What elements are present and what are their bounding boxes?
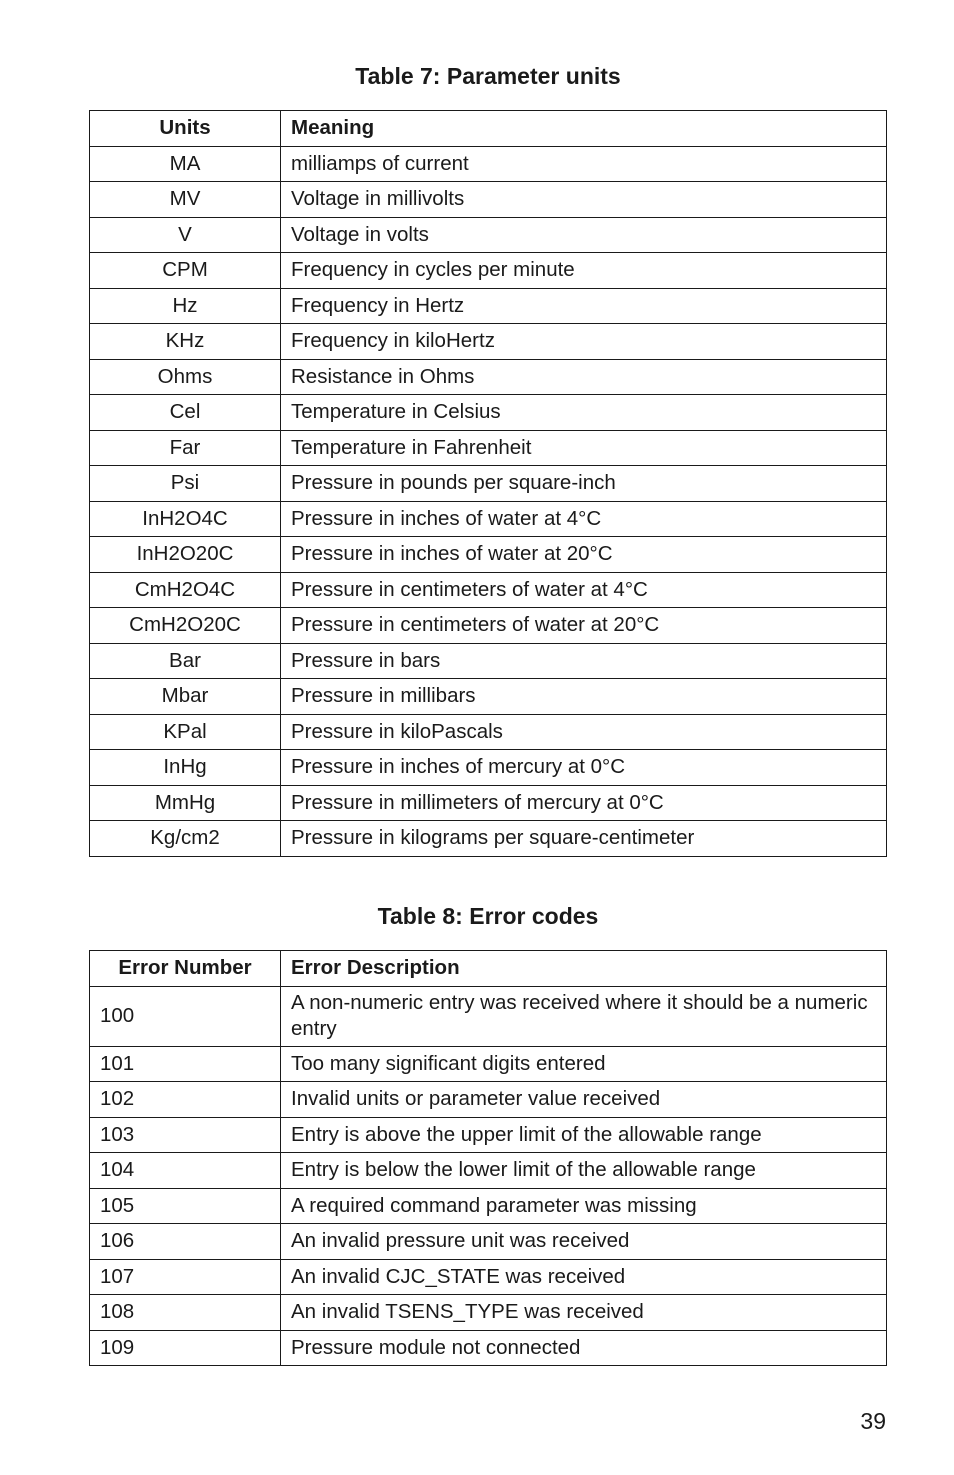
cell-code: KPal — [90, 714, 281, 750]
table-row — [90, 1117, 887, 1153]
table-row — [90, 572, 887, 608]
table-row — [90, 1188, 887, 1224]
column-header-units: Units — [90, 111, 281, 147]
parameter-units-table — [89, 110, 887, 857]
cell-code: MmHg — [90, 785, 281, 821]
cell-description: Pressure in centimeters of water at 20°C — [281, 608, 887, 644]
cell-description: Pressure in inches of mercury at 0°C — [281, 750, 887, 786]
cell-description: Pressure in kiloPascals — [281, 714, 887, 750]
cell-code: InH2O20C — [90, 537, 281, 573]
cell-description: Too many significant digits entered — [281, 1046, 887, 1082]
cell-description: Pressure in inches of water at 4°C — [281, 501, 887, 537]
cell-description: Temperature in Celsius — [281, 395, 887, 431]
table-row — [90, 986, 887, 1046]
table-row — [90, 643, 887, 679]
cell-code: 106 — [90, 1224, 281, 1260]
column-header-error-number: Error Number — [90, 951, 281, 987]
cell-code: Ohms — [90, 359, 281, 395]
cell-code: 107 — [90, 1259, 281, 1295]
cell-code: MA — [90, 146, 281, 182]
cell-description: An invalid TSENS_TYPE was received — [281, 1295, 887, 1331]
table-row — [90, 537, 887, 573]
cell-description: milliamps of current — [281, 146, 887, 182]
table-row — [90, 501, 887, 537]
cell-code: 104 — [90, 1153, 281, 1189]
page-number: 39 — [860, 1408, 886, 1434]
cell-description: Pressure in pounds per square-inch — [281, 466, 887, 502]
table-row — [90, 608, 887, 644]
table-row — [90, 182, 887, 218]
cell-code: Mbar — [90, 679, 281, 715]
table-row — [90, 1295, 887, 1331]
cell-description: A required command parameter was missing — [281, 1188, 887, 1224]
table-row — [90, 288, 887, 324]
cell-code: InHg — [90, 750, 281, 786]
table-row — [90, 1082, 887, 1118]
cell-description: Pressure in inches of water at 20°C — [281, 537, 887, 573]
cell-code: Kg/cm2 — [90, 821, 281, 857]
table-row — [90, 324, 887, 360]
table-row — [90, 217, 887, 253]
table-row — [90, 253, 887, 289]
table-row — [90, 466, 887, 502]
cell-code: 100 — [90, 986, 281, 1046]
table7-title: Table 7: Parameter units — [355, 63, 621, 89]
cell-description: Entry is above the upper limit of the allowable range — [281, 1117, 887, 1153]
cell-code: 103 — [90, 1117, 281, 1153]
cell-description: Frequency in kiloHertz — [281, 324, 887, 360]
cell-description: Pressure in millibars — [281, 679, 887, 715]
cell-description: An invalid pressure unit was received — [281, 1224, 887, 1260]
column-header-meaning: Meaning — [281, 111, 887, 147]
cell-description: Pressure in centimeters of water at 4°C — [281, 572, 887, 608]
cell-description: Pressure in kilograms per square-centimeter — [281, 821, 887, 857]
cell-code: Hz — [90, 288, 281, 324]
table8-title: Table 8: Error codes — [377, 903, 599, 929]
table-row — [90, 1153, 887, 1189]
cell-code: CmH2O4C — [90, 572, 281, 608]
cell-description: Voltage in millivolts — [281, 182, 887, 218]
cell-code: Bar — [90, 643, 281, 679]
table-row — [90, 1330, 887, 1366]
cell-code: 105 — [90, 1188, 281, 1224]
table-row — [90, 785, 887, 821]
cell-code: MV — [90, 182, 281, 218]
table-row — [90, 146, 887, 182]
table-row — [90, 430, 887, 466]
cell-description: A non-numeric entry was received where it should be a numeric entry — [281, 986, 887, 1046]
cell-code: KHz — [90, 324, 281, 360]
error-codes-table — [89, 950, 887, 1366]
cell-description: Frequency in cycles per minute — [281, 253, 887, 289]
table-row — [90, 821, 887, 857]
cell-description: Resistance in Ohms — [281, 359, 887, 395]
cell-description: Entry is below the lower limit of the allowable range — [281, 1153, 887, 1189]
cell-description: Voltage in volts — [281, 217, 887, 253]
cell-code: CPM — [90, 253, 281, 289]
cell-description: Pressure in millimeters of mercury at 0°C — [281, 785, 887, 821]
table-header-row — [90, 951, 887, 987]
cell-code: CmH2O20C — [90, 608, 281, 644]
cell-code: 102 — [90, 1082, 281, 1118]
table-row — [90, 714, 887, 750]
cell-description: Invalid units or parameter value received — [281, 1082, 887, 1118]
table-row — [90, 359, 887, 395]
cell-code: 101 — [90, 1046, 281, 1082]
cell-code: Cel — [90, 395, 281, 431]
cell-description: Temperature in Fahrenheit — [281, 430, 887, 466]
cell-description: An invalid CJC_STATE was received — [281, 1259, 887, 1295]
cell-code: 108 — [90, 1295, 281, 1331]
table-row — [90, 1046, 887, 1082]
table-row — [90, 679, 887, 715]
cell-description: Frequency in Hertz — [281, 288, 887, 324]
cell-code: V — [90, 217, 281, 253]
cell-description: Pressure module not connected — [281, 1330, 887, 1366]
table-row — [90, 750, 887, 786]
cell-code: InH2O4C — [90, 501, 281, 537]
table-row — [90, 1259, 887, 1295]
table-row — [90, 395, 887, 431]
table-header-row — [90, 111, 887, 147]
cell-code: Far — [90, 430, 281, 466]
cell-description: Pressure in bars — [281, 643, 887, 679]
column-header-error-description: Error Description — [281, 951, 887, 987]
table-row — [90, 1224, 887, 1260]
cell-code: Psi — [90, 466, 281, 502]
cell-code: 109 — [90, 1330, 281, 1366]
